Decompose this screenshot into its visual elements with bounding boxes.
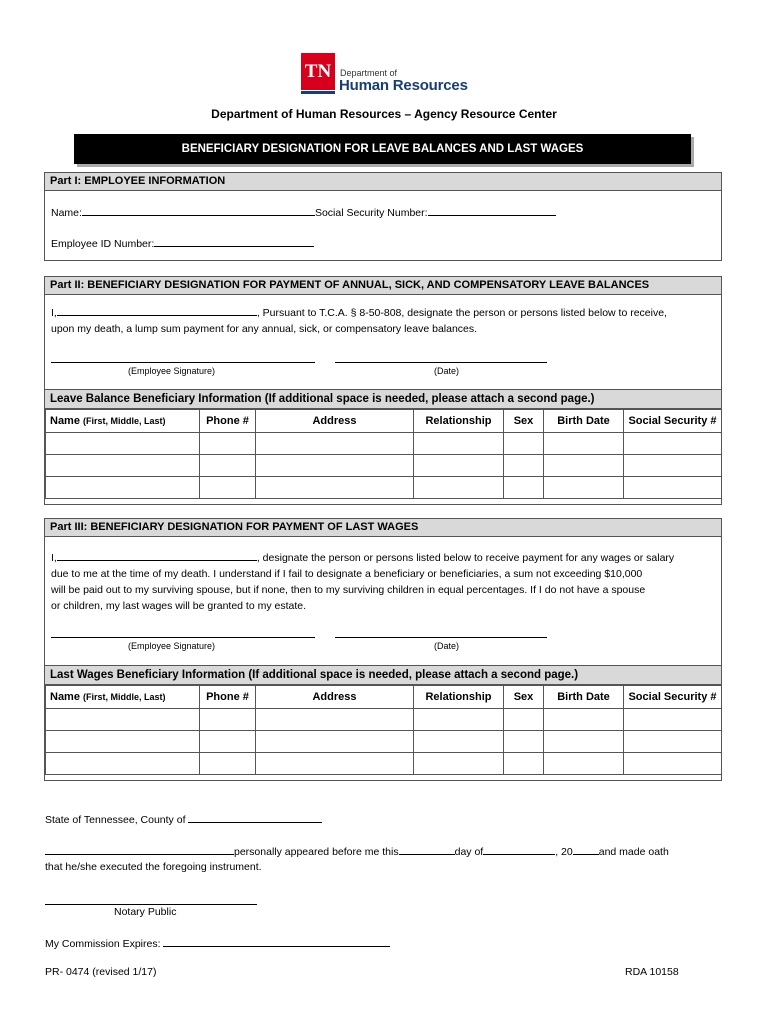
state-county-label: State of Tennessee, County of [45,814,186,826]
year-field[interactable] [573,843,599,855]
part2-text-line2: upon my death, a lump sum payment for any annual, sick, or compensatory leave balances. [51,323,478,335]
day-of-label: day of [454,846,484,858]
part3-heading: Part III: BENEFICIARY DESIGNATION FOR PAYMENT OF LAST WAGES [45,519,721,537]
table-header-row [46,686,722,709]
made-oath-label: and made oath [598,846,669,858]
rda-number: RDA 10158 [625,966,679,978]
commission-label: My Commission Expires: [45,938,161,950]
part2-paragraph [51,304,715,337]
col-birth-date: Birth Date [544,410,624,433]
name-row [51,204,556,219]
day-field[interactable] [399,843,455,855]
part2-employee-name-field[interactable] [57,304,257,316]
commission-expires-field[interactable] [163,935,390,947]
table-row[interactable] [46,731,722,753]
col-sex: Sex [504,686,544,709]
col-name: Name (First, Middle, Last) [46,410,200,433]
empid-label: Employee ID Number: [51,238,155,250]
wages-beneficiary-table [45,685,722,775]
leave-beneficiary-table [45,409,722,499]
part3-employee-name-field[interactable] [57,549,257,561]
page-subtitle: Department of Human Resources – Agency Resource Center [211,107,557,121]
col-ssn: Social Security # [624,686,722,709]
part2-date-line[interactable] [335,362,547,363]
part3-section [44,518,722,781]
part2-heading: Part II: BENEFICIARY DESIGNATION FOR PAYMENT OF ANNUAL, SICK, AND COMPENSATORY LEAVE BALANCES [45,277,721,295]
logo-line1: Department of [340,68,398,78]
notary-signature-line[interactable] [45,904,257,905]
empid-field[interactable] [154,235,314,247]
logo-line2: Human Resources [339,77,468,94]
table-row[interactable] [46,433,722,455]
part2-text-i: I, [51,307,57,319]
col-sex: Sex [504,410,544,433]
col-address: Address [256,686,414,709]
notary-county-row [45,811,322,826]
col-phone: Phone # [200,410,256,433]
part2-signature-line[interactable] [51,362,315,363]
part2-section [44,276,722,505]
empid-row [51,235,314,250]
table-row[interactable] [46,709,722,731]
notary-line2: that he/she executed the foregoing instrument. [45,861,262,873]
col-phone: Phone # [200,686,256,709]
commission-row [45,935,390,950]
notary-public-label: Notary Public [114,906,177,918]
tn-logo-mark: TN [301,53,335,90]
table-row[interactable] [46,753,722,775]
part3-text-line2: due to me at the time of my death. I understand if I fail to designate a beneficiary or beneficiaries, a sum not exceeding $10,000 [51,568,643,580]
part3-text-rest: , designate the person or persons listed below to receive payment for any wages or salary [256,552,675,564]
form-title-banner: BENEFICIARY DESIGNATION FOR LEAVE BALANCES AND LAST WAGES [74,134,691,164]
col-ssn: Social Security # [624,410,722,433]
col-relationship: Relationship [414,410,504,433]
part2-date-label: (Date) [434,366,460,376]
col-name: Name (First, Middle, Last) [46,686,200,709]
ssn-label: Social Security Number: [314,207,428,219]
part3-date-line[interactable] [335,637,547,638]
part2-text-rest: , Pursuant to T.C.A. § 8-50-808, designate the person or persons listed below to receive, [256,307,667,319]
part3-text-line4: or children, my last wages will be granted to my estate. [51,600,307,612]
wages-beneficiary-heading: Last Wages Beneficiary Information (If additional space is needed, please attach a second page.) [45,665,721,685]
part3-text-i: I, [51,552,57,564]
ssn-field[interactable] [428,204,556,216]
table-row[interactable] [46,477,722,499]
part3-text-line3: will be paid out to my surviving spouse, but if none, then to my surviving children in equal percentages. If I do not have a spouse [51,584,646,596]
table-row[interactable] [46,455,722,477]
appeared-label: personally appeared before me this [234,846,399,858]
part3-signature-line[interactable] [51,637,315,638]
part2-signature-label: (Employee Signature) [128,366,216,376]
name-field[interactable] [82,204,315,216]
table-header-row [46,410,722,433]
name-label: Name: [51,207,82,219]
part3-date-label: (Date) [434,641,460,651]
part1-section [44,172,722,261]
part3-signature-label: (Employee Signature) [128,641,216,651]
appeared-name-field[interactable] [45,843,234,855]
leave-beneficiary-heading: Leave Balance Beneficiary Information (If additional space is needed, please attach a second page.) [45,389,721,409]
col-relationship: Relationship [414,686,504,709]
month-field[interactable] [483,843,555,855]
col-birth-date: Birth Date [544,686,624,709]
year-prefix: , 20 [555,846,573,858]
county-field[interactable] [188,811,322,823]
form-number: PR- 0474 (revised 1/17) [45,966,157,978]
part1-heading: Part I: EMPLOYEE INFORMATION [45,173,721,191]
notary-appeared-row [45,843,669,858]
part3-paragraph [51,549,715,614]
col-address: Address [256,410,414,433]
